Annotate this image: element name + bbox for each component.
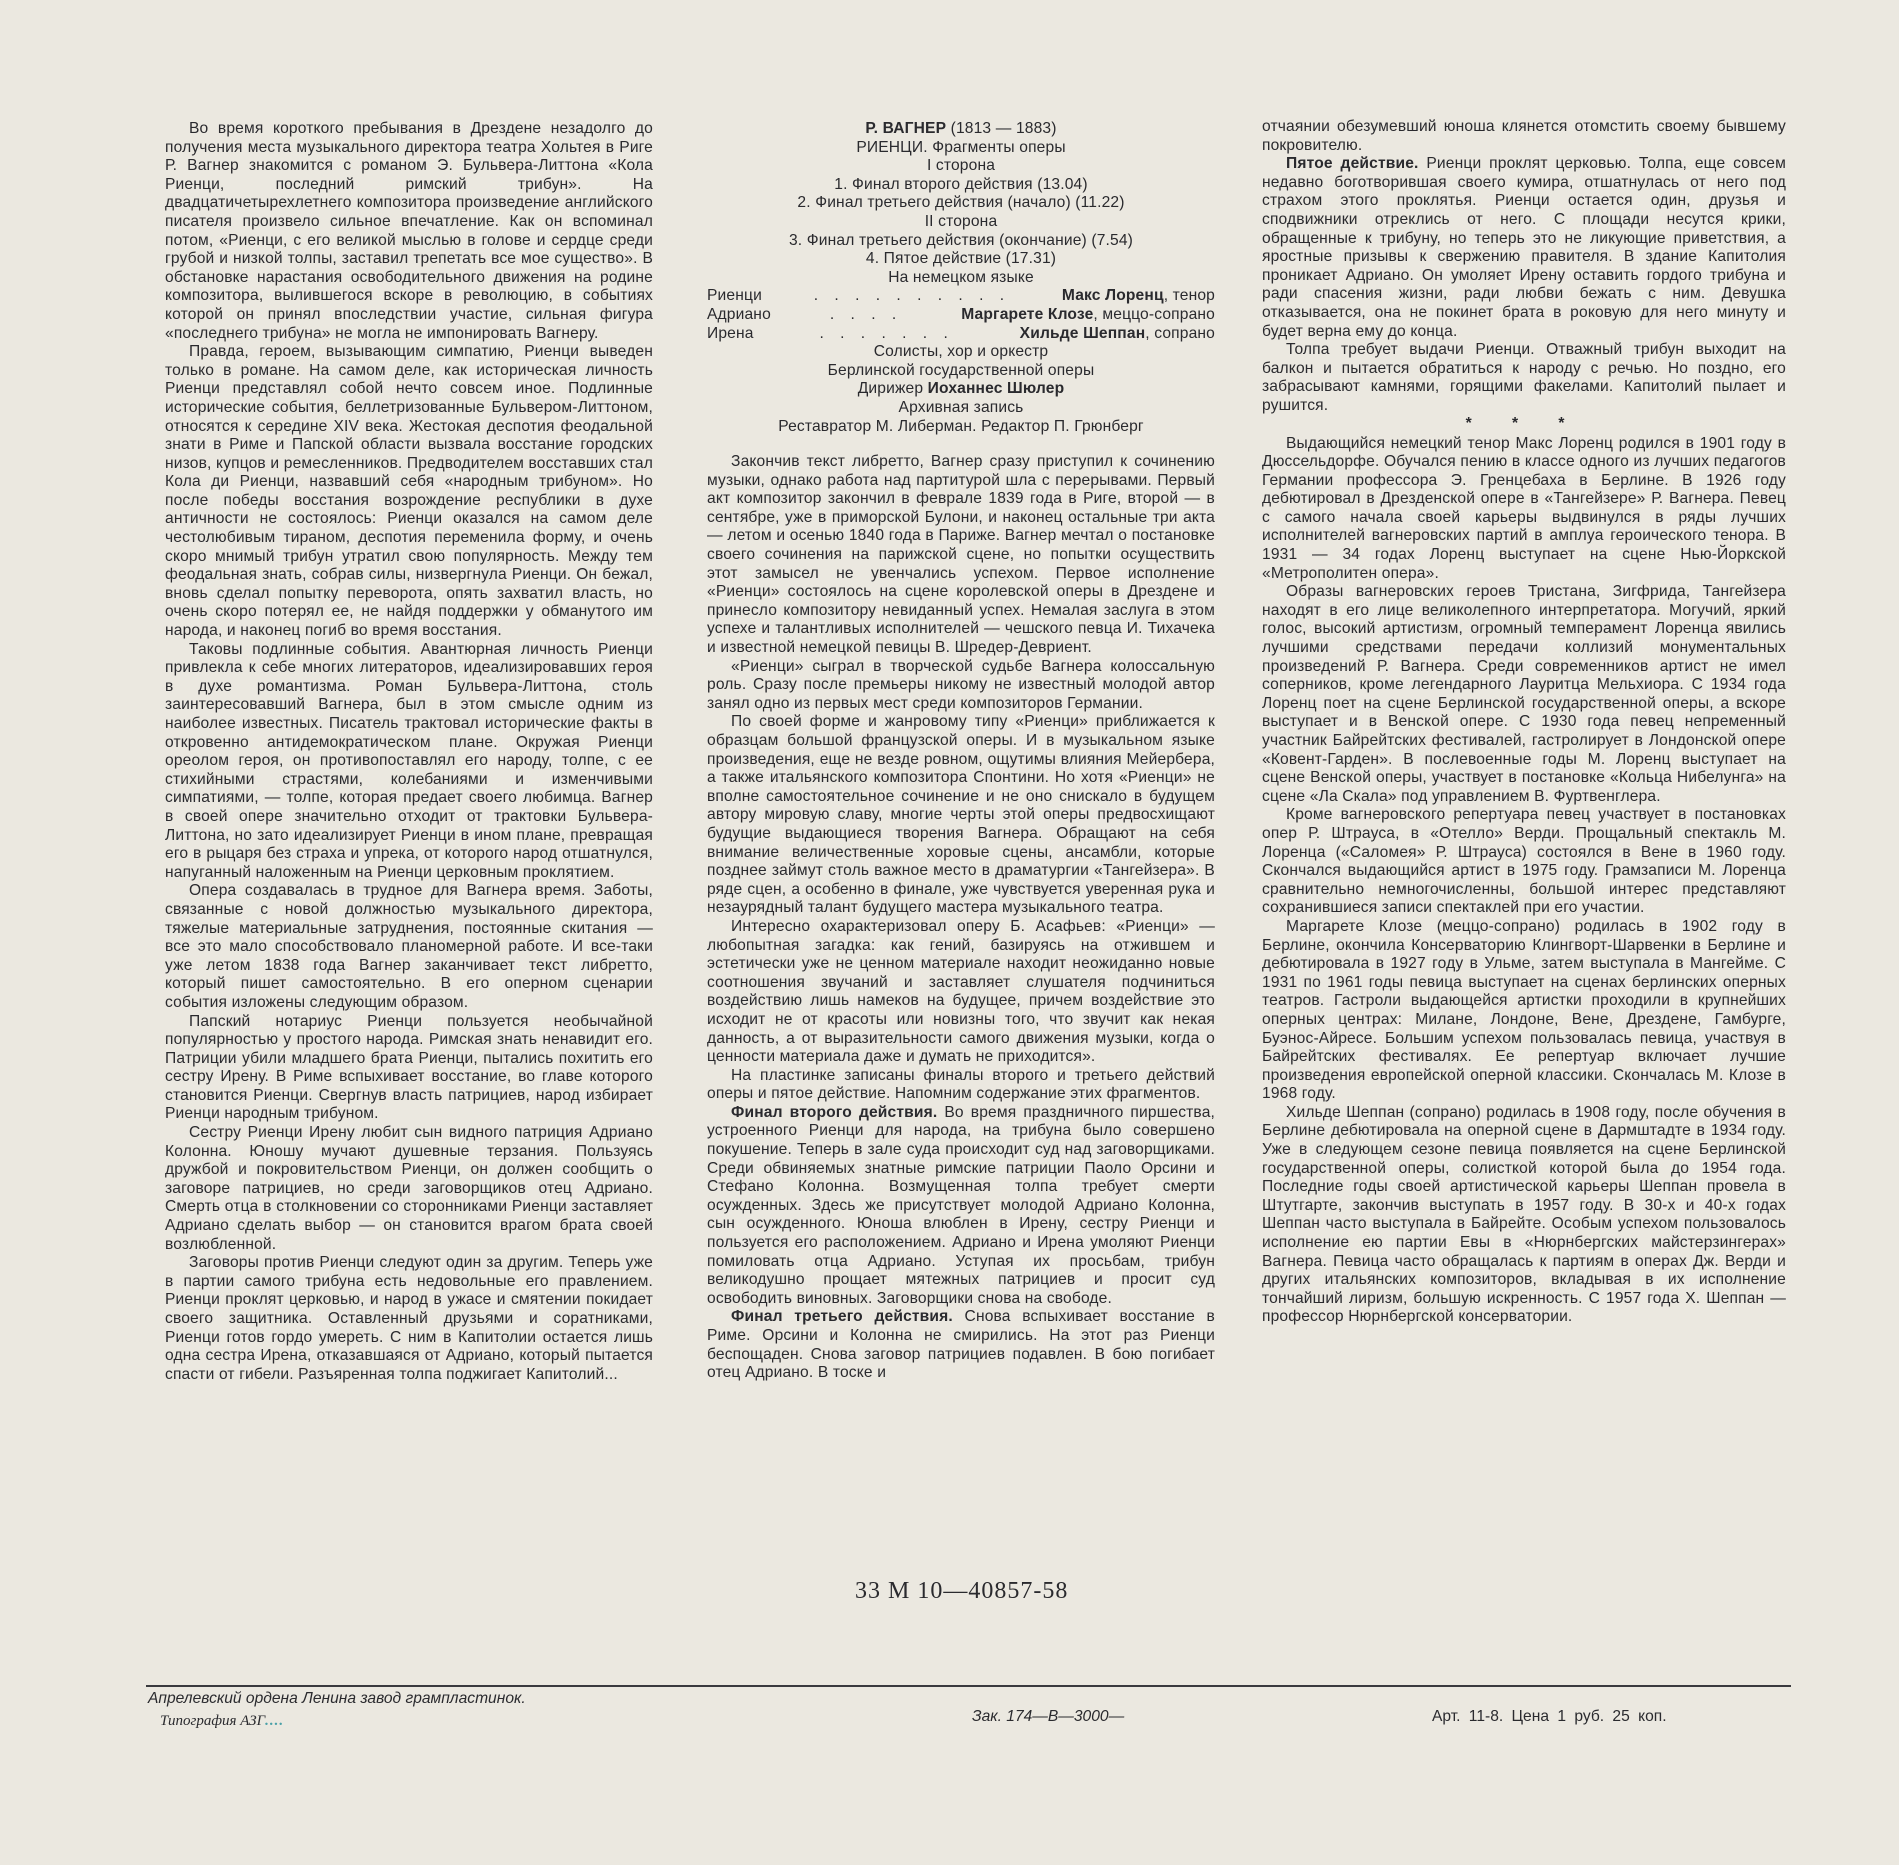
album-header xyxy=(707,120,1215,436)
paragraph: Папский нотариус Риенци пользуется необычайной популярностью у простого народа. Римская знать ненавидит его. Патриции убили младшего брата Риенци, пытались похитить его сестру Ирену. В Риме вспыхивает восстание, во главе которого становится Риенци. Свергнув власть патрициев, народ избирает Риенци народным трибуном. xyxy=(165,1012,653,1123)
cast-voice: , меццо-сопрано xyxy=(1093,305,1215,323)
cast-row xyxy=(707,325,1215,344)
cast-singer: Макс Лоренц xyxy=(1061,287,1164,305)
ensemble-line-2: Берлинской государственной оперы xyxy=(827,361,1095,379)
paragraph xyxy=(707,1104,1215,1309)
printer-dots: .... xyxy=(265,1713,285,1729)
composer-line xyxy=(707,120,1215,139)
cast-row xyxy=(707,287,1215,306)
paragraph: отчаянии обезумевший юноша клянется отомстить своему бывшему покровителю. xyxy=(1262,118,1786,154)
section-title: Пятое действие. xyxy=(1286,155,1419,173)
paragraph: Во время короткого пребывания в Дрездене незадолго до получения места музыкального директора театра Хольтея в Риге Р. Вагнер знакомится с романом Э. Бульвера-Литтона «Кола Риенци, последний римский трибун». На двадцатичетырехлетнего композитора произведение английского писателя произвело сильное впечатление. Как он вспоминал потом, «Риенци, с его великой мыслью в голове и сердце среди грубой и низкой толпы, заставил трепетать все мое существо». В обстановке нарастания освободительного движения на родине композитора, вылившегося вскоре в революцию, в событиях которой он принял впоследствии участие, сильная фигура «последнего трибуна» не могла не импонировать Вагнеру. xyxy=(165,120,653,342)
ensemble-line-1: Солисты, хор и оркестр xyxy=(873,343,1049,361)
footer-divider xyxy=(146,1685,1791,1687)
cast-role: Адриано xyxy=(707,305,771,323)
paragraph: Выдающийся немецкий тенор Макс Лоренц родился в 1901 году в Дюссельдорфе. Обучался пению в классе одного из лучших педагогов Германии профессора Э. Гренцебаха в Берлине. В 1926 году дебютировал в Дрезденской опере в «Тангейзере» Р. Вагнера. Певец с самого начала своей карьеры выдвинулся в ряды лучших исполнителей вагнеровских партий в амплуа героического тенора. В 1931 — 34 годах Лоренц выступает на сцене Нью-Йоркской «Метрополитен опера». xyxy=(1262,434,1786,582)
conductor-label: Дирижер xyxy=(857,380,924,398)
catalog-number: 33 М 10—40857-58 xyxy=(855,1578,1069,1604)
side-two: II сторона xyxy=(924,212,998,230)
paragraph: Толпа требует выдачи Риенци. Отважный трибун выходит на балкон и пытается обратиться к народу с речью. Но поздно, его забрасывают камнями, горящими факелами. Капитолий пылает и рушится. xyxy=(1262,341,1786,414)
cast-singer: Маргарете Клозе xyxy=(961,305,1094,323)
cast-list xyxy=(707,287,1215,343)
language-note: На немецком языке xyxy=(888,268,1034,286)
paragraph: По своей форме и жанровому типу «Риенци» приближается к образцам большой французской оперы. И в музыкальном языке произведения, еще не везде ровном, ощутимы влияния Мейербера, а также итальянского композитора Спонтини. Но хотя «Риенци» не вполне самостоятельное сочинение и не оно снискало в будущем автору мировую славу, многие черты этой оперы предвосхищают будущие выдающиеся творения Вагнера. Обращают на себя внимание величественные хоровые сцены, ансамбли, которые позднее займут столь важное место в драматургии «Тангейзера». В ряде сцен, а особенно в финале, уже чувствуется уверенная рука и незаурядный талант будущего мастера музыкального театра. xyxy=(707,713,1215,917)
track-3: 3. Финал третьего действия (окончание) (7.54) xyxy=(788,231,1134,249)
printer-name: Типография АЗГ xyxy=(160,1713,266,1729)
paragraph: «Риенци» сыграл в творческой судьбе Вагнера колоссальную роль. Сразу после премьеры никому не известный молодой автор занял одно из первых мест среди композиторов Германии. xyxy=(707,657,1215,712)
section-text: Снова вспыхивает восстание в Риме. Орсини и Колонна не смирились. На этот раз Риенци беспощаден. Снова заговор патрициев подавлен. В бою погибает отец Адриано. В тоске и xyxy=(707,1308,1215,1382)
right-column xyxy=(1262,118,1786,1327)
section-title: Финал второго действия. xyxy=(731,1103,938,1121)
section-title: Финал третьего действия. xyxy=(731,1308,953,1326)
paragraph: Правда, героем, вызывающим симпатию, Риенци выведен только в романе. На самом деле, как историческая личность Риенци представлял собой нечто совсем иное. Подлинные исторические события, беллетризованные Бульвером-Литтоном, относятся к середине XIV века. Жестокая деспотия феодальной знати в Риме и Папской области вызвала восстание городских низов, купцов и ремесленников. Предводителем восставших стал Кола ди Риенци, назвавший себя «народным трибуном». Но после победы восстания возрождение республики в духе античности не состоялось: Риенци оказался на самом деле честолюбивым тираном, деспотия переменила форму, и очень скоро мнимый трибун утратил свою популярность. Между тем феодальная знать, собрав силы, низвергнула Риенци. Он бежал, вновь сделал попытку переворота, опять захватил власть, но очень скоро потерял ее, не найдя поддержки у обманутого им народа, и наконец погиб во время восстания. xyxy=(165,343,653,640)
paragraph xyxy=(707,1308,1215,1382)
cast-dots: . . . . xyxy=(829,305,903,323)
cast-role: Ирена xyxy=(707,324,754,342)
work-title: РИЕНЦИ. Фрагменты оперы xyxy=(856,138,1066,156)
track-1: 1. Финал второго действия (13.04) xyxy=(834,175,1088,193)
cast-role: Риенци xyxy=(707,287,762,305)
paragraph: Кроме вагнеровского репертуара певец участвует в постановках опер Р. Штрауса, в «Отелло» Верди. Прощальный спектакль М. Лоренца («Саломея» Р. Штрауса) состоялся в Вене в 1960 году. Скончался выдающийся артист в 1975 году. Грамзаписи М. Лоренца сравнительно немногочисленны, большой интерес представляют сохранившиеся записи спектаклей при его участии. xyxy=(1262,806,1786,917)
section-text: Риенци проклят церковью. Толпа, еще совсем недавно боготворившая своего кумира, отшатнулась от него под страхом этого проклятья. Риенци остается один, друзья и сподвижники отреклись от него. С площади несутся крики, обращенные к трибуну, но теперь это не ликующие приветствия, а яростные призывы к свержению правителя. В здание Капитолия проникает Адриано. Он умоляет Ирену оставить гордого трибуна и ради спасения жизни, ради любви бежать с ним. Девушка отказывается, она не покинет брата в роковую для него минуту и будет верна ему до конца. xyxy=(1262,155,1786,340)
paragraph xyxy=(1262,155,1786,341)
cast-dots: . . . . . . . . . . xyxy=(813,287,1011,305)
paragraph: Интересно охарактеризовал оперу Б. Асафьев: «Риенци» — любопытная загадка: как гений, базируясь на отжившем и эстетически уже не ценном материале находит неожиданно новые соотношения звучаний и заставляет слушателя подчиниться воздействию лишь намеков на будущее, причем воздействие это исходит не от красоты или новизны того, что звучит как некая данность, а от выразительности самого движения музыки, когда о ценности материала даже и думать не приходится». xyxy=(707,917,1215,1066)
credits: Реставратор М. Либерман. Редактор П. Грюнберг xyxy=(778,417,1144,435)
paragraph: Сестру Риенци Ирену любит сын видного патриция Адриано Колонна. Юношу мучают душевные терзания. Пользуясь дружбой и покровительством Риенци, он должен сообщить о заговоре патрициев, но среди заговорщиков отец Адриано. Смерть отца в столкновении со сторонниками Риенци заставляет Адриано сделать выбор — он становится врагом брата своей возлюбленной. xyxy=(165,1124,653,1253)
footer-order: Зак. 174—В—3000— xyxy=(972,1708,1125,1725)
left-column xyxy=(165,120,653,1384)
section-divider: * * * xyxy=(1465,414,1583,432)
paragraph: Маргарете Клозе (меццо-сопрано) родилась в 1902 году в Берлине, окончила Консерваторию Клингворт-Шарвенки в Берлине и дебютировала в 1927 году в Ульме, затем выступала в Мангейме. С 1931 по 1961 годы певица выступает на сценах берлинских оперных театров. Гастроли выдающейся артистки проходили в крупнейших оперных центрах: Милане, Лондоне, Вене, Дрездене, Гамбурге, Буэнос-Айресе. Большим успехом пользовалась певица, участвуя в Байрейтских фестивалях. Ее репертуар включает лучшие произведения европейской оперной классики. Скончалась М. Клозе в 1968 году. xyxy=(1262,917,1786,1103)
composer: Р. ВАГНЕР xyxy=(865,120,947,137)
conductor-name: Иоханнес Шюлер xyxy=(927,380,1065,398)
middle-column xyxy=(707,120,1215,1383)
cast-dots: . . . . . . . xyxy=(819,324,954,342)
archive-note: Архивная запись xyxy=(898,398,1024,416)
footer-manufacturer: Апрелевский ордена Ленина завод грампластинок. xyxy=(148,1690,526,1707)
side-one: I сторона xyxy=(926,157,996,175)
composer-years: (1813 — 1883) xyxy=(950,120,1057,137)
track-4: 4. Пятое действие (17.31) xyxy=(865,250,1057,268)
cast-voice: , сопрано xyxy=(1145,324,1215,342)
paragraph: Опера создавалась в трудное для Вагнера время. Заботы, связанные с новой должностью музыкального директора, тяжелые материальные затруднения, постоянные скитания — все это мало способствовало планомерной работе. И все-таки уже летом 1838 года Вагнер заканчивает текст либретто, который пишет самостоятельно. В его оперном сценарии события изложены следующим образом. xyxy=(165,882,653,1011)
paragraph: Образы вагнеровских героев Тристана, Зигфрида, Тангейзера находят в его лице великолепного интерпретатора. Могучий, яркий голос, высокий артистизм, огромный темперамент Лоренца явились лучшими средствами передачи коллизий монументальных произведений Р. Вагнера. Среди современников артист не имел соперников, кроме легендарного Лауритца Мельхиора. С 1934 года Лоренц поет на сцене Берлинской государственной оперы, а вскоре выступает и в Венской опере. С 1930 года певец непременный участник Байрейтских фестивалей, гастролирует в Лондонской опере «Ковент-Гарден». В послевоенные годы М. Лоренц выступает на сцене Венской оперы, участвует в постановке «Кольца Нибелунга» на сцене «Ла Скала» под управлением В. Фуртвенглера. xyxy=(1262,583,1786,805)
cast-singer: Хильде Шеппан xyxy=(1019,324,1146,342)
track-2: 2. Финал третьего действия (начало) (11.22) xyxy=(797,194,1125,212)
footer-price: Арт. 11-8. Цена 1 руб. 25 коп. xyxy=(1432,1708,1667,1725)
paragraph: На пластинке записаны финалы второго и третьего действий оперы и пятое действие. Напомним содержание этих фрагментов. xyxy=(707,1066,1215,1103)
cast-row xyxy=(707,306,1215,325)
paragraph: Закончив текст либретто, Вагнер сразу приступил к сочинению музыки, однако работа над партитурой шла с перерывами. Первый акт композитор закончил в феврале 1839 года в Риге, второй — в сентябре, уже в приморской Булони, и наконец остальные три акта — летом и осенью 1840 года в Париже. Вагнер мечтал о постановке своего сочинения на парижской сцене, но попытки осуществить этот замысел не увенчались успехом. Первое исполнение «Риенци» состоялось на сцене королевской оперы в Дрездене и принесло композитору невиданный успех. Немалая заслуга в этом успехе и талантливых исполнителей — чешского певца И. Тихачека и известной немецкой певицы В. Шредер-Девриент. xyxy=(707,453,1215,657)
paragraph: Таковы подлинные события. Авантюрная личность Риенци привлекла к себе многих литераторов, идеализировавших героя в духе романтизма. Роман Бульвера-Литтона, столь заинтересовавший Вагнера, был в этом смысле одним из наиболее известных. Писатель трактовал исторические факты в откровенно антидемократическом плане. Окружая Риенци ореолом героя, он противопоставлял его народу, толпе, с ее стихийными страстями, колебаниями и изменчивыми симпатиями, — толпе, которая предает своего любимца. Вагнер в своей опере значительно отходит от трактовки Бульвера-Литтона, но зато идеализирует Риенци в ином плане, превращая его в рыцаря без страха и упрека, от которого народ отшатнулся, напуганный наложенным на Риенци церковным проклятием. xyxy=(165,640,653,881)
cast-voice: , тенор xyxy=(1163,287,1215,305)
section-text: Во время праздничного пиршества, устроенного Риенци для народа, на трибуна было совершено покушение. Теперь в зале суда происходит суд над заговорщиками. Среди обвиняемых знатные римские патриции Паоло Орсини и Стефано Колонна. Возмущенная толпа требует смерти осужденных. Здесь же присутствует молодой Адриано Колонна, сын осужденного. Юноша влюблен в Ирену, сестру Риенци и пользуется его расположением. Адриано и Ирена умоляют Риенци помиловать отца Адриано. Уступая их просьбам, трибун великодушно прощает мятежных патрициев и просит суд освободить виновных. Заговорщики снова на свободе. xyxy=(707,1103,1215,1307)
conductor-line xyxy=(707,380,1215,399)
paragraph: Хильде Шеппан (сопрано) родилась в 1908 году, после обучения в Берлине дебютировала на оперной сцене в Дармштадте в 1934 году. Уже в следующем сезоне певица появляется на сцене Берлинской государственной оперы, солисткой которой была до 1954 года. Последние годы своей артистической карьеры Шеппан провела в Штутгарте, закончив выступать в 1957 году. В 30-х и 40-х годах Шеппан часто выступала в Байрейте. Особым успехом пользовалось исполнение ею партии Евы в «Нюрнбергских майстерзингерах» Вагнера. Певица часто обращалась к партиям в операх Дж. Верди и других итальянских композиторов, вкладывая в их исполнение тончайший лиризм, большую искренность. С 1957 года Х. Шеппан — профессор Нюрнбергской консерватории. xyxy=(1262,1103,1786,1326)
footer-printer xyxy=(160,1713,284,1730)
paragraph: Заговоры против Риенци следуют один за другим. Теперь уже в партии самого трибуна есть недовольные его правлением. Риенци проклят церковью, и народ в ужасе и смятении покидает своего защитника. Оставленный друзьями и соратниками, Риенци готов гордо умереть. С ним в Капитолии остается лишь одна сестра Ирена, отказавшаяся от Адриано, который пытается спасти от гибели. Разъяренная толпа поджигает Капитолий... xyxy=(165,1254,653,1383)
